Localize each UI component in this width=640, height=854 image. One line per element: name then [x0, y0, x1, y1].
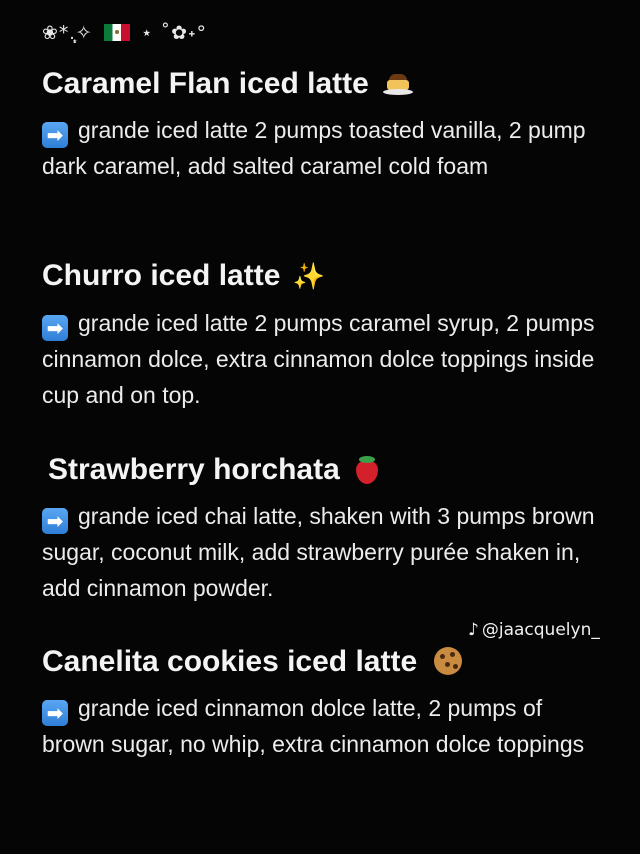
recipe-title [42, 644, 602, 680]
recipe-caramel-flan [42, 66, 602, 184]
recipe-churro [42, 258, 602, 413]
tiktok-watermark [468, 620, 600, 640]
recipe-description-text: grande iced latte 2 pumps toasted vanilla, 2 pump dark caramel, add salted caramel cold foam [42, 117, 586, 179]
decorative-symbols-left: ❀*.̩̩͙✧ [42, 22, 93, 44]
right-arrow-icon: ➡ [42, 508, 68, 534]
recipe-title-text: Strawberry horchata [48, 453, 340, 486]
cookie-icon [434, 647, 462, 675]
recipe-description-text: grande iced chai latte, shaken with 3 pumps brown sugar, coconut milk, add strawberry purée shaken in, add cinnamon powder. [42, 503, 595, 601]
mexico-flag-icon [104, 24, 130, 41]
tiktok-icon: ♪ [468, 620, 479, 640]
recipe-description-text: grande iced cinnamon dolce latte, 2 pumps of brown sugar, no whip, extra cinnamon dolce toppings [42, 695, 585, 757]
sparkles-icon: ✨ [292, 262, 326, 292]
recipe-title [42, 258, 602, 295]
recipe-title-text: Canelita cookies iced latte [42, 645, 418, 678]
recipe-strawberry-horchata [48, 452, 608, 488]
decorative-header [42, 22, 207, 45]
strawberry-icon [354, 454, 380, 484]
recipe-canelita-cookies [42, 644, 602, 762]
watermark-handle: @jaacquelyn_ [481, 620, 600, 640]
recipe-description [42, 305, 602, 413]
recipe-title-text: Caramel Flan iced latte [42, 67, 369, 100]
right-arrow-icon: ➡ [42, 315, 68, 341]
recipe-strawberry-horchata-body [42, 488, 602, 606]
recipe-title-text: Churro iced latte [42, 259, 281, 292]
recipe-description [42, 112, 602, 184]
decorative-symbols-right: ⋆ ˚✿˖° [140, 22, 207, 44]
recipe-title [48, 452, 608, 488]
recipe-description [42, 498, 602, 606]
recipe-description-text: grande iced latte 2 pumps caramel syrup, 2 pumps cinnamon dolce, extra cinnamon dolce toppings inside cup and on top. [42, 310, 595, 408]
right-arrow-icon: ➡ [42, 700, 68, 726]
recipe-description [42, 690, 602, 762]
recipe-title [42, 66, 602, 102]
right-arrow-icon: ➡ [42, 122, 68, 148]
flan-icon [383, 72, 413, 96]
